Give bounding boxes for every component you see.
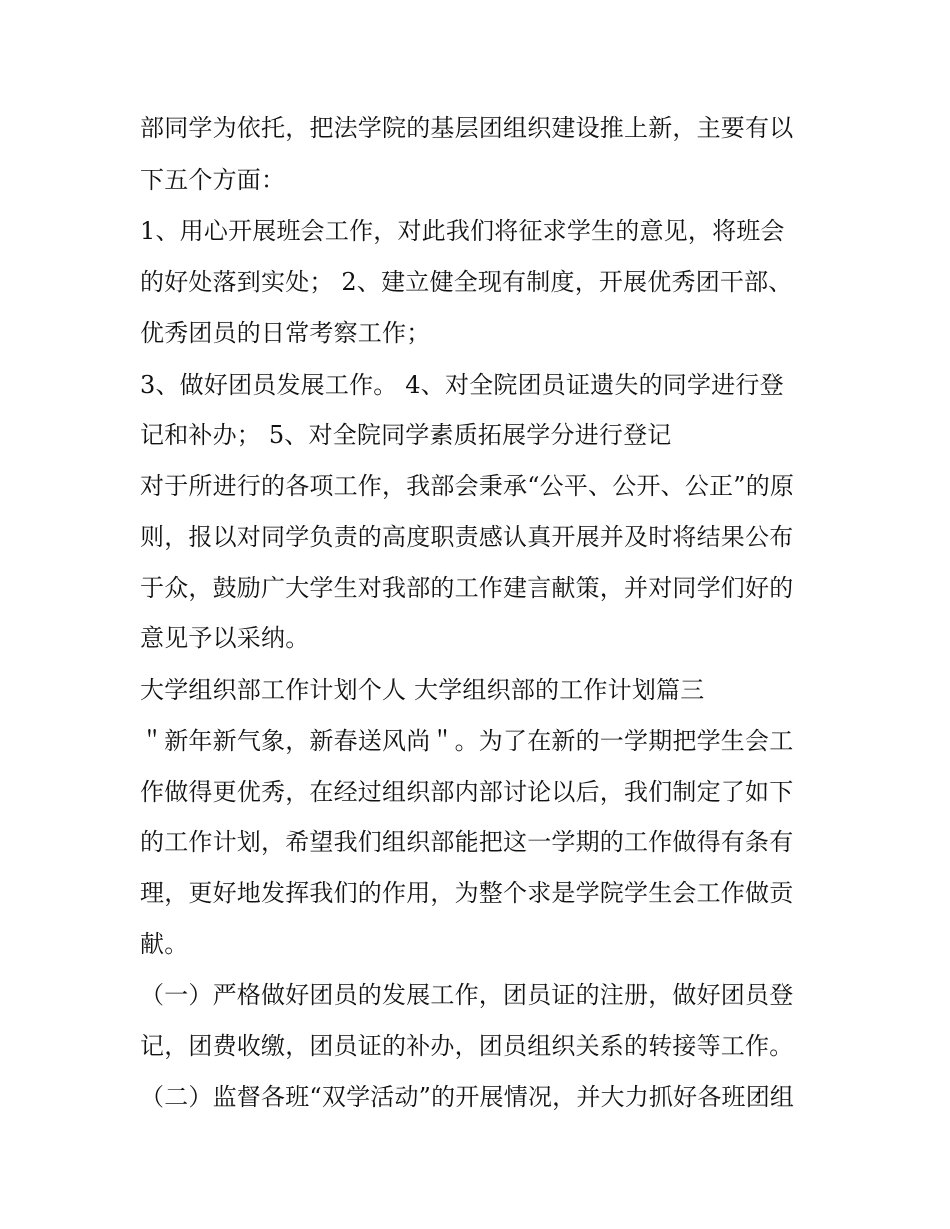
text-line: 优秀团员的日常考察工作； [140,319,431,347]
text-line: ＂新年新气象，新春送风尚＂。为了在新的一学期把学生会工 [140,727,794,755]
text-line: 于众，鼓励广大学生对我部的工作建言献策，并对同学们好的 [140,574,794,602]
text-line: 献。 [140,930,189,958]
section-heading: 大学组织部工作计划个人 大学组织部的工作计划篇三 [140,676,705,704]
text-line: 下五个方面： [140,166,286,194]
text-line: 记，团费收缴，团员证的补办，团员组织关系的转接等工作。 [140,1032,794,1060]
text-line: 记和补办； 5、对全院同学素质拓展学分进行登记 [140,421,672,449]
text-line: 3、做好团员发展工作。 4、对全院团员证遗失的同学进行登 [140,371,784,399]
text-line: 则，报以对同学负责的高度职责感认真开展并及时将结果公布 [140,523,794,551]
text-line: 1、用心开展班会工作，对此我们将征求学生的意见，将班会 [140,217,785,245]
text-line: 意见予以采纳。 [140,624,310,652]
text-line: （二）监督各班“双学活动”的开展情况，并大力抓好各班团组 [140,1083,795,1111]
text-line: 的工作计划，希望我们组织部能把这一学期的工作做得有条有 [140,828,794,856]
text-line: 理，更好地发挥我们的作用，为整个求是学院学生会工作做贡 [140,879,794,907]
text-line: 作做得更优秀，在经过组织部内部讨论以后，我们制定了如下 [140,778,794,806]
text-line: （一）严格做好团员的发展工作，团员证的注册，做好团员登 [140,981,794,1009]
text-line: 部同学为依托，把法学院的基层团组织建设推上新，主要有以 [140,114,794,142]
text-line: 的好处落到实处； 2、建立健全现有制度，开展优秀团干部、 [140,268,793,296]
text-line: 对于所进行的各项工作，我部会秉承“公平、公开、公正”的原 [140,472,795,500]
